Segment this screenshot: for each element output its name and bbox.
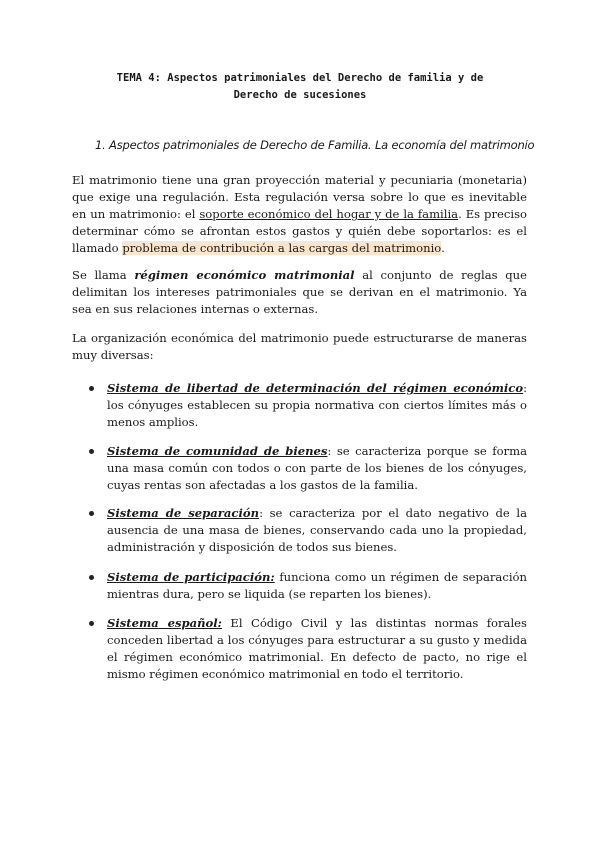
p2-bold-term: régimen económico matrimonial [134,268,355,282]
paragraph-1 [72,172,527,257]
list-item-text [107,569,527,603]
list-item-text [107,615,527,683]
p1-underlined: soporte económico del hogar y de la familia [199,207,459,221]
p1-text-2: . Es preciso determinar cómo se afrontan estos gastos y quién debe soportarlos: es el llamado [72,207,527,255]
list-item-text [107,443,527,494]
paragraph-2 [72,267,527,318]
list-item-term: Sistema de participación: [107,570,275,584]
list-item-body: El Código Civil y las distintas normas forales conceden libertad a los cónyuges para estructurar a su gusto y medida el régimen económico matrimonial. En defecto de pacto, no rige el mismo régimen económico matrimonial en todo el territorio. [107,616,527,681]
p1-text-1: El matrimonio tiene una gran proyección material y pecuniaria (monetaria) que exige una regulación. Esta regulación versa sobre lo que es inevitable en un matrimonio: el [72,173,527,221]
title-line-1: TEMA 4: Aspectos patrimoniales del Derecho de familia y de [116,72,484,84]
list-item-term: Sistema de comunidad de bienes [107,444,328,458]
bullet-dot [89,449,94,454]
title-line-2: Derecho de sucesiones [233,89,367,101]
bullet-dot [89,511,94,516]
list-item-term: Sistema español: [107,616,222,630]
section-heading: 1. Aspectos patrimoniales de Derecho de Familia. La economía del matrimonio [95,138,535,152]
p2-text-2: al conjunto de reglas que delimitan los intereses patrimoniales que se derivan en el matrimonio. Ya sea en sus relaciones internas o externas. [72,268,527,316]
list-item-body: funciona como un régimen de separación mientras dura, pero se liquida (se reparten los bienes). [107,570,527,601]
p2-text-1: Se llama [72,268,135,282]
bullet-dot [89,386,94,391]
list-item-body: : se caracteriza por el dato negativo de la ausencia de una masa de bienes, conservando cada uno la propiedad, administración y disposición de todos sus bienes. [107,506,528,554]
list-item-term: Sistema de libertad de determinación del régimen económico [107,381,524,395]
list-item-body: : se caracteriza porque se forma una masa común con todos o con parte de los bienes de los cónyuges, cuyas rentas son afectadas a los gastos de la familia. [107,444,527,492]
bullet-dot [89,621,94,626]
list-item-text [107,505,527,556]
p1-text-3: . [441,241,445,255]
list-item-term: Sistema de separación [107,506,260,520]
list-item-text [107,380,527,431]
list-item-body: : los cónyuges establecen su propia normativa con ciertos límites más o menos amplios. [107,381,527,429]
bullet-dot [89,575,94,580]
paragraph-3: La organización económica del matrimonio puede estructurarse de maneras muy diversas: [72,331,527,362]
p1-highlight: problema de contribución a las cargas del matrimonio [122,241,442,255]
document-title [60,70,540,104]
